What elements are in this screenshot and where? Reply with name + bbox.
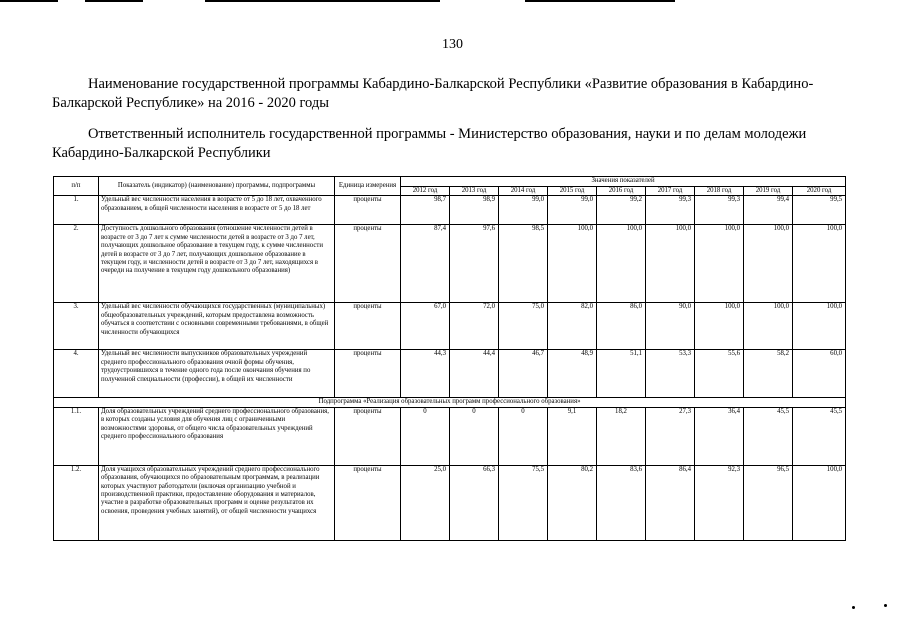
row-value: 96,5 [744, 465, 793, 540]
table-row [54, 225, 846, 303]
scan-artifact-line [0, 0, 58, 2]
row-value: 97,6 [450, 225, 499, 303]
row-value: 46,7 [499, 350, 548, 398]
row-num: 1.2. [54, 465, 99, 540]
row-value: 99,3 [646, 196, 695, 225]
row-value: 100,0 [793, 465, 846, 540]
row-value: 0 [401, 407, 450, 465]
header-indicator: Показатель (индикатор) (наименование) программы, подпрограммы [99, 177, 335, 196]
row-value: 66,3 [450, 465, 499, 540]
table-row [54, 350, 846, 398]
header-values-group: Значения показателей [401, 177, 846, 187]
row-value: 99,0 [548, 196, 597, 225]
row-value: 45,5 [793, 407, 846, 465]
subprogram-title: Подпрограмма «Реализация образовательных программ профессионального образования» [54, 398, 846, 407]
table-row [54, 303, 846, 350]
row-value: 51,1 [597, 350, 646, 398]
row-value: 100,0 [793, 303, 846, 350]
row-value: 53,3 [646, 350, 695, 398]
header-year: 2013 год [450, 187, 499, 196]
row-num: 1. [54, 196, 99, 225]
row-value: 83,6 [597, 465, 646, 540]
row-value: 86,0 [597, 303, 646, 350]
header-year: 2017 год [646, 187, 695, 196]
scan-artifact-line [85, 0, 143, 2]
row-value: 99,5 [793, 196, 846, 225]
row-value: 92,3 [695, 465, 744, 540]
scan-speck [884, 604, 887, 607]
row-num: 2. [54, 225, 99, 303]
row-unit: проценты [335, 350, 401, 398]
row-value: 60,0 [793, 350, 846, 398]
row-value: 99,4 [744, 196, 793, 225]
header-year: 2019 год [744, 187, 793, 196]
row-num: 3. [54, 303, 99, 350]
row-value: 27,3 [646, 407, 695, 465]
row-value: 55,6 [695, 350, 744, 398]
row-value: 67,0 [401, 303, 450, 350]
header-unit: Единица измерения [335, 177, 401, 196]
row-value: 99,3 [695, 196, 744, 225]
row-value: 86,4 [646, 465, 695, 540]
row-value: 25,0 [401, 465, 450, 540]
scan-artifact-line [525, 0, 675, 2]
page-number: 130 [442, 37, 463, 52]
row-value: 45,5 [744, 407, 793, 465]
row-value: 44,3 [401, 350, 450, 398]
executor-text: Ответственный исполнитель государственной программы - Министерство образования, науки и по делам молодежи Кабардино-Балкарской Республики [52, 126, 807, 161]
row-value: 48,9 [548, 350, 597, 398]
row-value: 100,0 [793, 225, 846, 303]
table-row [54, 196, 846, 225]
row-value: 100,0 [597, 225, 646, 303]
row-indicator: Доступность дошкольного образования (отношение численности детей в возрасте от 3 до 7 лет к сумме численности детей в возрасте от 3 до 7 лет, получающих дошкольное образование в текущем году, к сумме численности детей в возрасте от 3 до 7 лет, получающих дошкольное образование в текущем году, и численности детей в возрасте от 3 до 7 лет, находящихся в очереди на получение в текущем году дошкольного образования) [99, 225, 335, 303]
program-title: Наименование государственной программы Кабардино-Балкарской Республики «Развитие образования в Кабардино-Балкарской Республике» на 2016 - 2020 годы [52, 76, 814, 111]
indicators-table [53, 176, 846, 541]
header-year: 2020 год [793, 187, 846, 196]
scan-artifact-line [205, 0, 440, 2]
row-value: 36,4 [695, 407, 744, 465]
row-value: 98,5 [499, 225, 548, 303]
row-indicator: Доля учащихся образовательных учреждений среднего профессионального образования, обучающихся по образовательным программам, в реализации которых участвуют работодатели (включая организацию учебной и производственной практики, предоставление оборудования и материалов, участие в разработке образовательных программ и оценке результатов их освоения, проведения учебных занятий), от общей численности учащихся [99, 465, 335, 540]
row-num: 4. [54, 350, 99, 398]
row-value: 0 [499, 407, 548, 465]
header-year: 2015 год [548, 187, 597, 196]
row-value: 44,4 [450, 350, 499, 398]
row-unit: проценты [335, 225, 401, 303]
row-unit: проценты [335, 407, 401, 465]
row-value: 100,0 [744, 225, 793, 303]
row-value: 100,0 [548, 225, 597, 303]
row-value: 100,0 [744, 303, 793, 350]
row-indicator: Удельный вес численности населения в возрасте от 5 до 18 лет, охваченного образованием, в общей численности населения в возрасте от 5 до 18 лет [99, 196, 335, 225]
row-value: 9,1 [548, 407, 597, 465]
row-value: 90,0 [646, 303, 695, 350]
row-unit: проценты [335, 196, 401, 225]
row-value: 100,0 [646, 225, 695, 303]
row-value: 75,0 [499, 303, 548, 350]
subprogram-header-row [54, 398, 846, 407]
header-year: 2014 год [499, 187, 548, 196]
table-row [54, 465, 846, 540]
row-num: 1.1. [54, 407, 99, 465]
row-indicator: Удельный вес численности обучающихся государственных (муниципальных) общеобразовательных учреждений, которым предоставлена возможность обучаться в соответствии с основными современными требованиями, в общей численности обучающихся [99, 303, 335, 350]
row-value: 18,2 [597, 407, 646, 465]
row-value: 99,2 [597, 196, 646, 225]
row-indicator: Удельный вес численности выпускников образовательных учреждений среднего профессионального образования очной формы обучения, трудоустроившихся в течение одного года после окончания обучения по полученной специальности (профессии), в общей их численности [99, 350, 335, 398]
row-value: 72,0 [450, 303, 499, 350]
row-value: 100,0 [695, 303, 744, 350]
row-value: 87,4 [401, 225, 450, 303]
row-value: 98,9 [450, 196, 499, 225]
scan-speck [852, 606, 855, 609]
header-year: 2016 год [597, 187, 646, 196]
header-year: 2012 год [401, 187, 450, 196]
row-value: 100,0 [695, 225, 744, 303]
header-num: п/п [54, 177, 99, 196]
row-unit: проценты [335, 303, 401, 350]
row-value: 58,2 [744, 350, 793, 398]
header-year: 2018 год [695, 187, 744, 196]
row-indicator: Доля образовательных учреждений среднего профессионального образования, в которых созданы условия для обучения лиц с ограниченными возможностями здоровья, от общего числа образовательных учреждений среднего профессионального образования [99, 407, 335, 465]
row-unit: проценты [335, 465, 401, 540]
table-row [54, 407, 846, 465]
row-value: 99,0 [499, 196, 548, 225]
row-value: 75,5 [499, 465, 548, 540]
row-value: 98,7 [401, 196, 450, 225]
row-value: 80,2 [548, 465, 597, 540]
row-value: 82,0 [548, 303, 597, 350]
row-value: 0 [450, 407, 499, 465]
